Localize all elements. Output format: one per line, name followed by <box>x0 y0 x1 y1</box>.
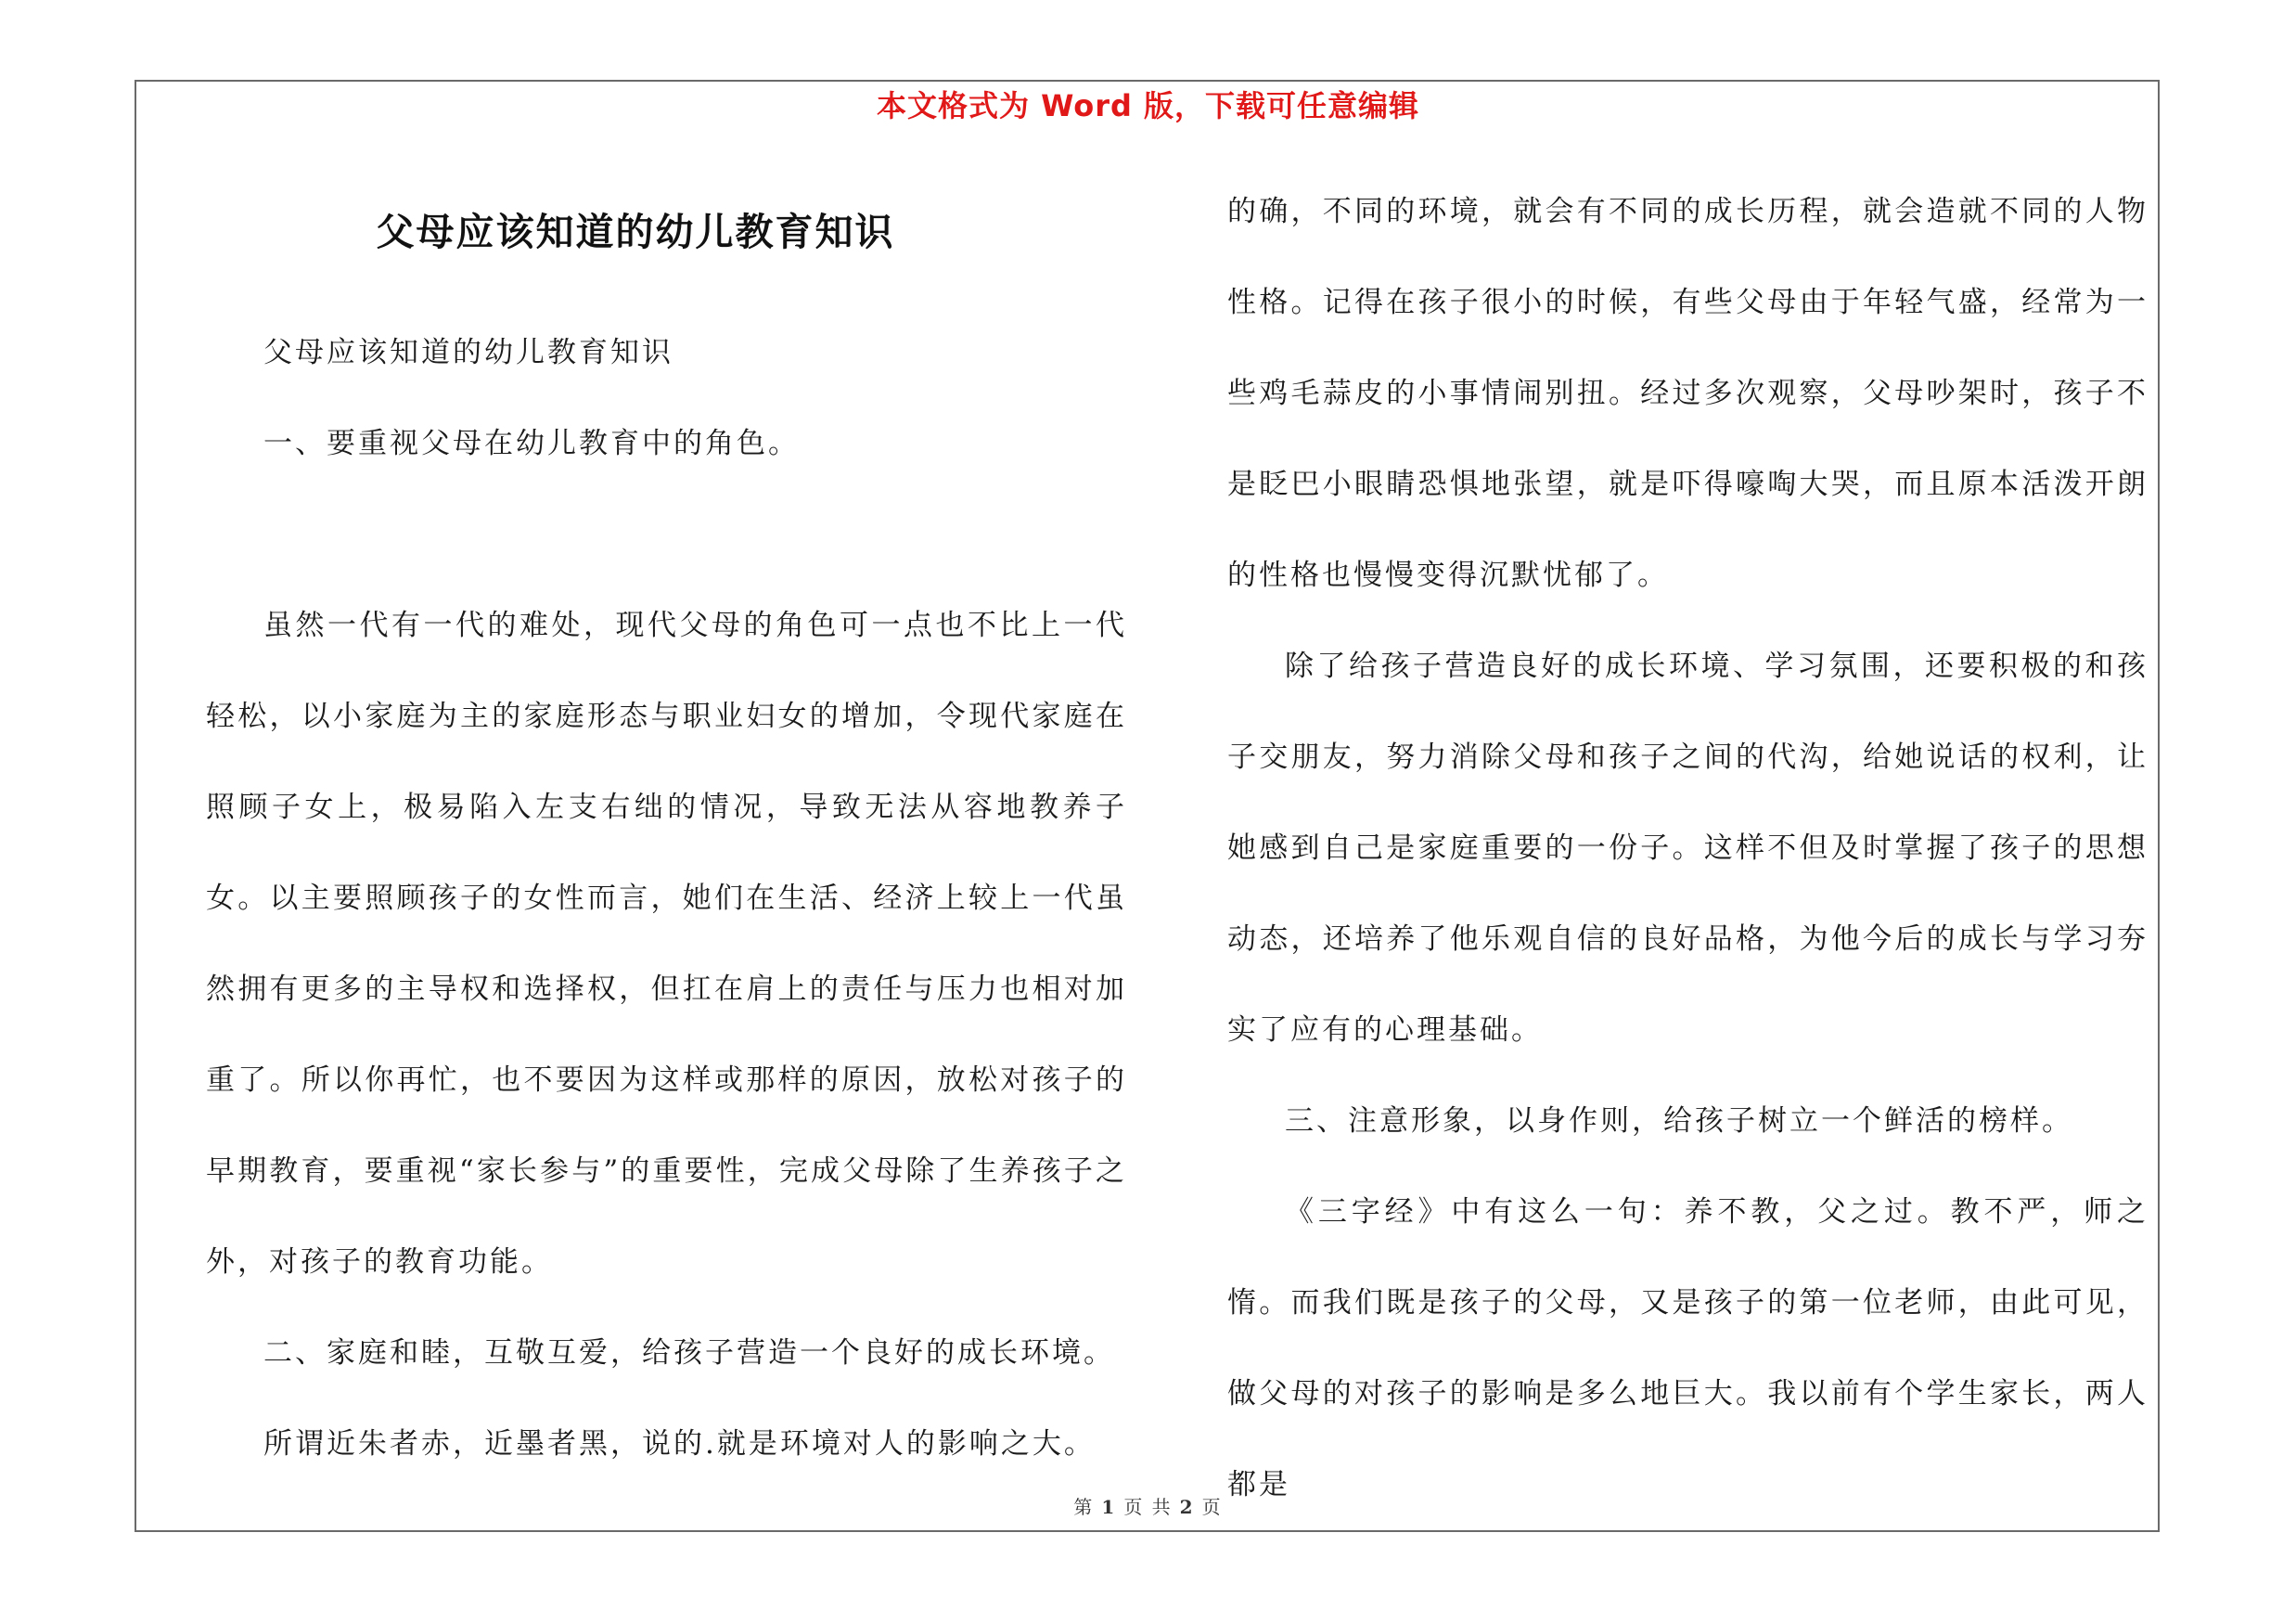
body-paragraph: 《三字经》中有这么一句：养不教，父之过。教不严，师之惰。而我们既是孩子的父母，又是孩子的第一位老师，由此可见，做父母的对孩子的影响是多么地巨大。我以前有个学生家长，两人都是 <box>1227 1195 2148 1501</box>
page-number-middle: 页 共 <box>1123 1496 1173 1518</box>
page-number-current: 1 <box>1101 1496 1117 1518</box>
document-title: 父母应该知道的幼儿教育知识 <box>376 210 895 254</box>
blank-line <box>206 489 1127 580</box>
body-paragraph: 虽然一代有一代的难处，现代父母的角色可一点也不比上一代轻松，以小家庭为主的家庭形态与职业妇女的增加，令现代家庭在照顾子女上，极易陷入左支右绌的情况，导致无法从容地教养子女。以主要照顾孩子的女性而言，她们在生活、经济上较上一代虽然拥有更多的主导权和选择权，但扛在肩上的责任与压力也相对加重了。所以你再忙，也不要因为这样或那样的原因，放松对孩子的早期教育，要重视“家长参与”的重要性，完成父母除了生养孩子之外，对孩子的教育功能。 <box>206 609 1127 1279</box>
format-banner: 本文格式为 Word 版，下载可任意编辑 <box>876 88 1420 123</box>
right-column <box>1227 166 2148 1530</box>
page-number <box>0 1492 2296 1519</box>
page-number-suffix: 页 <box>1201 1496 1223 1518</box>
left-column <box>206 307 1127 1489</box>
subtitle-paragraph: 父母应该知道的幼儿教育知识 <box>263 336 673 369</box>
page-number-total: 2 <box>1179 1496 1195 1518</box>
page-number-prefix: 第 <box>1073 1496 1095 1518</box>
body-paragraph-continued: 的确，不同的环境，就会有不同的成长历程，就会造就不同的人物性格。记得在孩子很小的时候，有些父母由于年轻气盛，经常为一些鸡毛蒜皮的小事情闹别扭。经过多次观察，父母吵架时，孩子不是眨巴小眼睛恐惧地张望，就是吓得嚎啕大哭，而且原本活泼开朗的性格也慢慢变得沉默忧郁了。 <box>1227 195 2148 592</box>
body-paragraph: 除了给孩子营造良好的成长环境、学习氛围，还要积极的和孩子交朋友，努力消除父母和孩子之间的代沟，给她说话的权利，让她感到自己是家庭重要的一份子。这样不但及时掌握了孩子的思想动态，还培养了他乐观自信的良好品格，为他今后的成长与学习夯实了应有的心理基础。 <box>1227 650 2148 1047</box>
section-heading-1: 一、要重视父母在幼儿教育中的角色。 <box>263 427 800 460</box>
section-heading-2: 二、家庭和睦，互敬互爱，给孩子营造一个良好的成长环境。 <box>263 1336 1115 1370</box>
section-heading-3: 三、注意形象，以身作则，给孩子树立一个鲜活的榜样。 <box>1285 1104 2073 1138</box>
body-paragraph: 所谓近朱者赤，近墨者黑，说的.就是环境对人的影响之大。 <box>263 1427 1096 1461</box>
